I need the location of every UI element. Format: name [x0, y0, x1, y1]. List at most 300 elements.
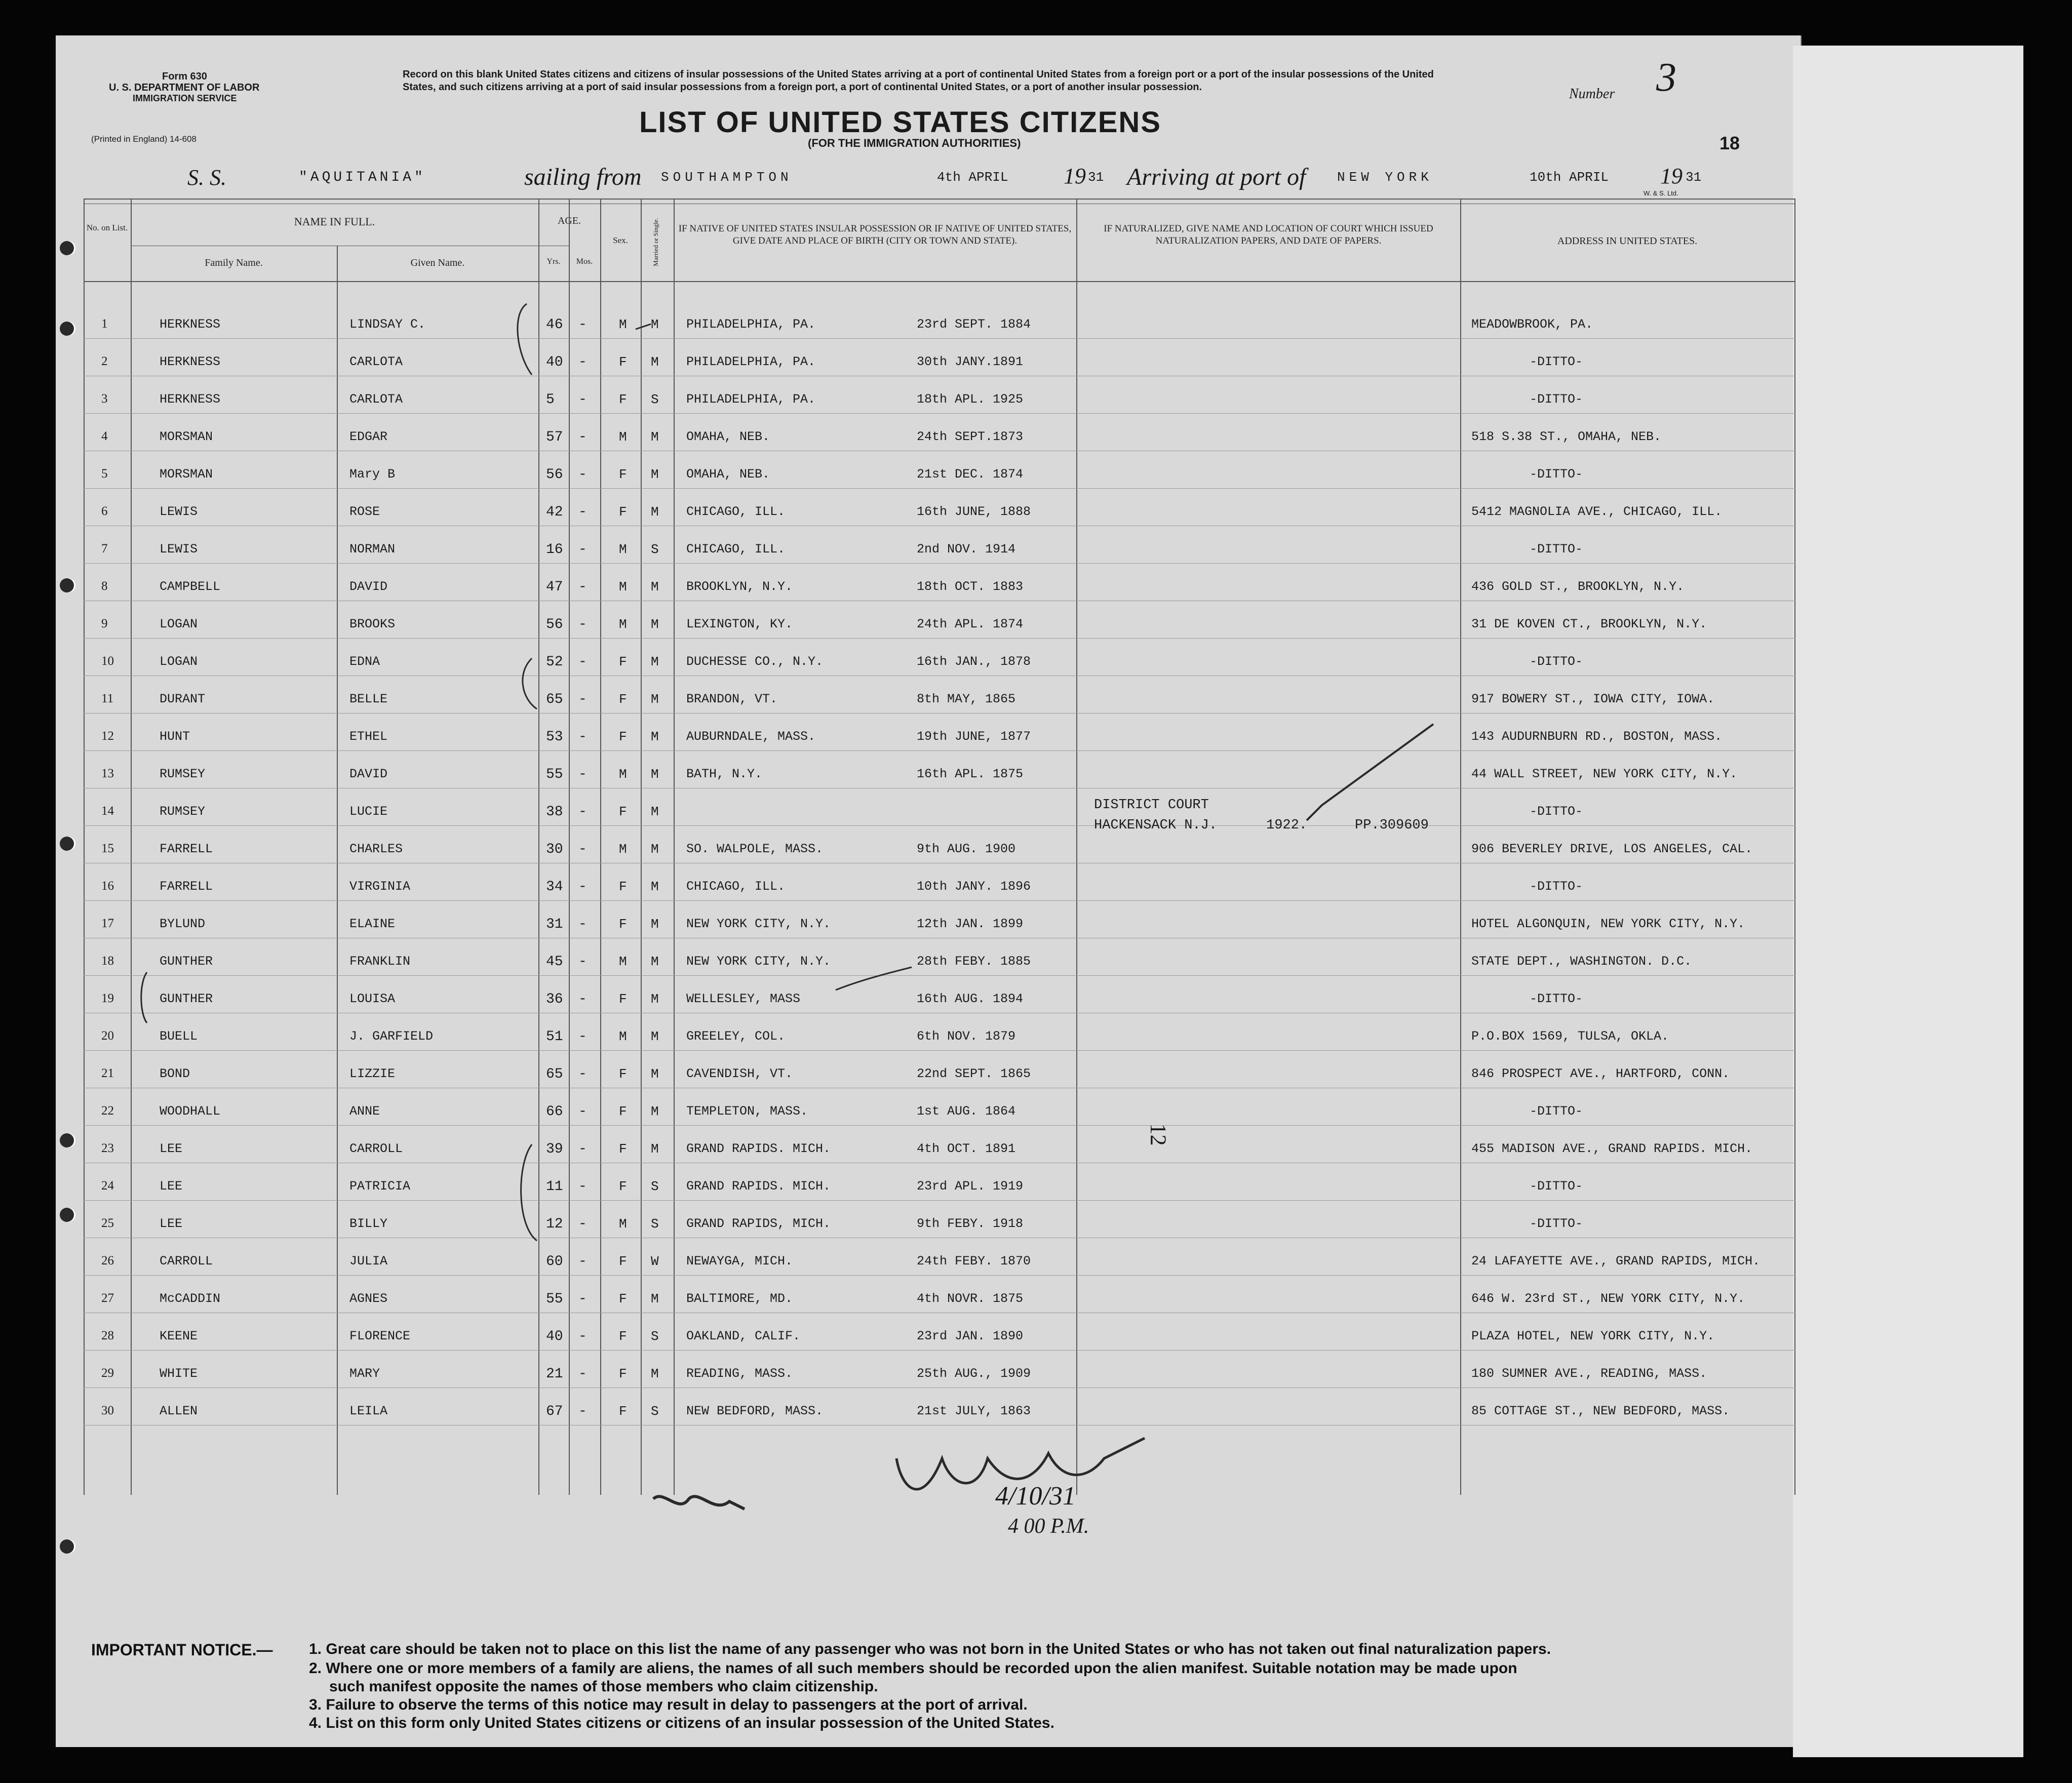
row-birth-place: BROOKLYN, N.Y. — [686, 579, 793, 594]
row-marital-status: M — [651, 692, 659, 707]
row-given-name: BROOKS — [349, 617, 396, 631]
sailing-from-label: sailing from — [524, 164, 642, 190]
row-given-name: VIRGINIA — [349, 879, 411, 894]
row-age-years: 60 — [546, 1254, 563, 1270]
row-marital-status: M — [651, 879, 659, 894]
row-address: PLAZA HOTEL, NEW YORK CITY, N.Y. — [1471, 1329, 1715, 1343]
row-sex: F — [619, 1291, 627, 1306]
row-birth-place: CHICAGO, ILL. — [686, 879, 786, 894]
row-age-months: - — [578, 1404, 587, 1419]
row-sex: F — [619, 1104, 627, 1119]
row-sex: M — [619, 954, 627, 969]
signature-time: 4 00 P.M. — [1008, 1515, 1089, 1538]
row-age-years: 56 — [546, 467, 563, 483]
row-age-years: 66 — [546, 1104, 563, 1120]
row-marital-status: M — [651, 1104, 659, 1119]
row-age-months: - — [578, 729, 587, 745]
row-birth-date: 4th OCT. 1891 — [917, 1141, 1016, 1156]
row-sex: F — [619, 654, 627, 669]
row-birth-date: 28th FEBY. 1885 — [917, 954, 1031, 969]
row-family-name: HERKNESS — [160, 354, 221, 369]
row-age-years: 45 — [546, 954, 563, 970]
row-birth-place: TEMPLETON, MASS. — [686, 1104, 808, 1119]
row-age-months: - — [578, 354, 587, 370]
row-given-name: CARLOTA — [349, 392, 403, 407]
col-header-no: No. on List. — [86, 223, 128, 232]
row-no: 29 — [101, 1366, 114, 1380]
printed-note: (Printed in England) 14-608 — [91, 134, 197, 144]
arrival-date: 10th APRIL — [1530, 170, 1609, 185]
row-sex: M — [619, 842, 627, 857]
row-no: 26 — [101, 1254, 114, 1267]
row-family-name: HERKNESS — [160, 317, 221, 332]
row-age-years: 39 — [546, 1141, 563, 1157]
row-given-name: J. GARFIELD — [349, 1029, 434, 1044]
row-birth-date: 18th OCT. 1883 — [917, 579, 1024, 594]
row-no: 28 — [101, 1329, 114, 1342]
row-no: 6 — [101, 504, 108, 518]
ship-prefix: S. S. — [187, 165, 226, 190]
row-marital-status: M — [651, 992, 659, 1007]
service-name: IMMIGRATION SERVICE — [133, 93, 237, 103]
row-birth-place: GRAND RAPIDS, MICH. — [686, 1216, 831, 1231]
col-header-yrs: Yrs. — [546, 257, 561, 266]
row-birth-place: PHILADELPHIA, PA. — [686, 392, 816, 407]
row-address: -DITTO- — [1530, 354, 1583, 369]
row-given-name: ETHEL — [349, 729, 388, 744]
row-no: 4 — [101, 429, 108, 443]
col-header-naturalized: IF NATURALIZED, GIVE NAME AND LOCATION OF COURT WHICH ISSUED NATURALIZATION PAPERS, AND DATE OF PAPERS. — [1104, 223, 1433, 246]
department-name: U. S. DEPARTMENT OF LABOR — [109, 82, 260, 93]
row-sex: F — [619, 992, 627, 1007]
row-marital-status: M — [651, 1029, 659, 1044]
row-given-name: ANNE — [349, 1104, 380, 1119]
row-given-name: LOUISA — [349, 992, 396, 1006]
row-age-months: - — [578, 654, 587, 670]
row-age-years: 34 — [546, 879, 563, 895]
row-marital-status: M — [651, 767, 659, 782]
col-header-age: AGE. — [557, 215, 581, 226]
row-no: 24 — [101, 1179, 114, 1193]
row-given-name: DAVID — [349, 579, 388, 594]
row-birth-place: GRAND RAPIDS. MICH. — [686, 1179, 831, 1194]
row-sex: F — [619, 1366, 627, 1381]
row-family-name: MORSMAN — [160, 429, 213, 444]
row-address: 31 DE KOVEN CT., BROOKLYN, N.Y. — [1471, 617, 1707, 631]
row-address: 5412 MAGNOLIA AVE., CHICAGO, ILL. — [1471, 504, 1723, 519]
row-given-name: ELAINE — [349, 917, 396, 931]
notice-item-4: 4. List on this form only United States citizens or citizens of an insular possession of the United States. — [309, 1715, 1054, 1731]
row-age-years: 67 — [546, 1404, 563, 1419]
row-age-months: - — [578, 1366, 587, 1382]
row-address: -DITTO- — [1530, 654, 1583, 669]
row-address: 846 PROSPECT AVE., HARTFORD, CONN. — [1471, 1066, 1730, 1081]
number-value: 3 — [1656, 55, 1676, 100]
arriving-label: Arriving at port of — [1127, 164, 1306, 190]
row-marital-status: M — [651, 504, 659, 520]
row-sex: M — [619, 317, 627, 332]
row-address: 455 MADISON AVE., GRAND RAPIDS. MICH. — [1471, 1141, 1753, 1156]
row-birth-place: OAKLAND, CALIF. — [686, 1329, 801, 1343]
row-family-name: McCADDIN — [160, 1291, 221, 1306]
row-family-name: CARROLL — [160, 1254, 213, 1269]
row-marital-status: S — [651, 1216, 659, 1232]
row-no: 18 — [101, 954, 114, 968]
row-sex: F — [619, 1179, 627, 1194]
row-age-years: 56 — [546, 617, 563, 632]
row-marital-status: M — [651, 917, 659, 932]
row-age-months: - — [578, 804, 587, 820]
row-address: -DITTO- — [1530, 879, 1583, 894]
row-sex: M — [619, 1029, 627, 1044]
row-birth-place: OMAHA, NEB. — [686, 429, 770, 444]
row-given-name: FLORENCE — [349, 1329, 411, 1343]
row-family-name: FARRELL — [160, 842, 213, 856]
row-age-years: 65 — [546, 692, 563, 707]
row-birth-date: 21st JULY, 1863 — [917, 1404, 1031, 1418]
col-header-birth: IF NATIVE OF UNITED STATES INSULAR POSSESSION OR IF NATIVE OF UNITED STATES, GIVE DATE AND PLACE OF BIRTH (CITY OR TOWN AND STATE). — [678, 223, 1072, 246]
printer-mark: W. & S. Ltd. — [1644, 189, 1678, 197]
row-sex: F — [619, 879, 627, 894]
row-marital-status: M — [651, 1291, 659, 1306]
row-address: 906 BEVERLEY DRIVE, LOS ANGELES, CAL. — [1471, 842, 1753, 856]
row-sex: F — [619, 729, 627, 744]
row-marital-status: M — [651, 729, 659, 744]
row-birth-date: 24th SEPT.1873 — [917, 429, 1024, 444]
notice-label: IMPORTANT NOTICE.— — [91, 1641, 273, 1659]
form-title: LIST OF UNITED STATES CITIZENS — [639, 106, 1161, 139]
row-birth-date: 12th JAN. 1899 — [917, 917, 1024, 931]
row-age-months: - — [578, 617, 587, 632]
row-birth-place: BRANDON, VT. — [686, 692, 778, 706]
row-age-months: - — [578, 842, 587, 857]
row-age-years: 16 — [546, 542, 563, 558]
row-family-name: BOND — [160, 1066, 190, 1081]
row-address: 518 S.38 ST., OMAHA, NEB. — [1471, 429, 1662, 444]
row-given-name: NORMAN — [349, 542, 396, 557]
signature-date: 4/10/31 — [995, 1482, 1076, 1511]
row-sex: F — [619, 354, 627, 370]
row-no: 27 — [101, 1291, 114, 1305]
row-sex: M — [619, 542, 627, 557]
row-address: 24 LAFAYETTE AVE., GRAND RAPIDS, MICH. — [1471, 1254, 1761, 1269]
row-address: -DITTO- — [1530, 804, 1583, 819]
sailing-year-suffix: 31 — [1088, 170, 1104, 185]
row-age-years: 46 — [546, 317, 563, 333]
row-birth-date: 23rd APL. 1919 — [917, 1179, 1024, 1194]
row-age-months: - — [578, 317, 587, 333]
row-birth-place: GRAND RAPIDS. MICH. — [686, 1141, 831, 1156]
row-age-months: - — [578, 429, 587, 445]
col-header-married: Married or Single. — [652, 218, 659, 266]
row-family-name: BYLUND — [160, 917, 206, 931]
row-marital-status: S — [651, 1404, 659, 1419]
row-address: STATE DEPT., WASHINGTON. D.C. — [1471, 954, 1692, 969]
row-sex: F — [619, 504, 627, 520]
row-birth-place: OMAHA, NEB. — [686, 467, 770, 482]
row-no: 17 — [101, 917, 114, 930]
row-no: 16 — [101, 879, 114, 893]
row-age-months: - — [578, 542, 587, 558]
row-given-name: JULIA — [349, 1254, 388, 1269]
row-age-years: 55 — [546, 767, 563, 782]
row-birth-place: CAVENDISH, VT. — [686, 1066, 793, 1081]
row-address: 436 GOLD ST., BROOKLYN, N.Y. — [1471, 579, 1685, 594]
row-birth-place: GREELEY, COL. — [686, 1029, 786, 1044]
row-given-name: LIZZIE — [349, 1066, 396, 1081]
row-address: 85 COTTAGE ST., NEW BEDFORD, MASS. — [1471, 1404, 1730, 1418]
row-family-name: GUNTHER — [160, 954, 213, 969]
row-age-years: 36 — [546, 992, 563, 1007]
number-label: Number — [1569, 86, 1615, 102]
row-marital-status: S — [651, 1179, 659, 1194]
row-given-name: PATRICIA — [349, 1179, 411, 1194]
row-given-name: AGNES — [349, 1291, 388, 1306]
sailing-date: 4th APRIL — [937, 170, 1008, 185]
row-birth-date: 16th JAN., 1878 — [917, 654, 1031, 669]
row-address: 180 SUMNER AVE., READING, MASS. — [1471, 1366, 1707, 1381]
row-given-name: EDGAR — [349, 429, 388, 444]
col-header-name-in-full: NAME IN FULL. — [294, 215, 375, 228]
row-family-name: LOGAN — [160, 617, 198, 631]
row-age-months: - — [578, 692, 587, 707]
row-given-name: Mary B — [349, 467, 396, 482]
row-family-name: GUNTHER — [160, 992, 213, 1006]
row-sex: F — [619, 467, 627, 482]
row-age-years: 11 — [546, 1179, 563, 1195]
row-birth-date: 4th NOVR. 1875 — [917, 1291, 1024, 1306]
row-birth-date: 16th JUNE, 1888 — [917, 504, 1031, 519]
row-no: 3 — [101, 392, 108, 406]
row-marital-status: M — [651, 617, 659, 632]
row-age-years: 38 — [546, 804, 563, 820]
row-age-years: 30 — [546, 842, 563, 857]
row-birth-place: NEW YORK CITY, N.Y. — [686, 917, 831, 931]
row-sex: M — [619, 429, 627, 445]
row-marital-status: M — [651, 317, 659, 332]
row-given-name: BILLY — [349, 1216, 388, 1231]
row-birth-date: 24th FEBY. 1870 — [917, 1254, 1031, 1269]
row-age-months: - — [578, 392, 587, 408]
row-family-name: DURANT — [160, 692, 206, 706]
row-family-name: LEWIS — [160, 542, 198, 557]
row-age-months: - — [578, 954, 587, 970]
row-family-name: LEE — [160, 1141, 183, 1156]
row-no: 13 — [101, 767, 114, 780]
row-sex: F — [619, 1404, 627, 1419]
row-family-name: CAMPBELL — [160, 579, 221, 594]
row-birth-date: 10th JANY. 1896 — [917, 879, 1031, 894]
row-age-years: 40 — [546, 354, 563, 370]
row-address: -DITTO- — [1530, 1179, 1583, 1194]
col-header-family-name: Family Name. — [205, 257, 263, 268]
row-no: 9 — [101, 617, 108, 630]
row-given-name: LEILA — [349, 1404, 388, 1418]
row-age-years: 57 — [546, 429, 563, 445]
notice-item-1: 1. Great care should be taken not to place on this list the name of any passenger who was not born in the United States or who has not taken out final naturalization papers. — [309, 1641, 1551, 1657]
col-header-given-name: Given Name. — [410, 257, 465, 268]
row-birth-place: NEW YORK CITY, N.Y. — [686, 954, 831, 969]
row-birth-place: CHICAGO, ILL. — [686, 504, 786, 519]
row-birth-date: 30th JANY.1891 — [917, 354, 1024, 369]
row-no: 8 — [101, 579, 108, 593]
row-family-name: LEWIS — [160, 504, 198, 519]
row-birth-place: DUCHESSE CO., N.Y. — [686, 654, 824, 669]
row-address: 917 BOWERY ST., IOWA CITY, IOWA. — [1471, 692, 1715, 706]
row-given-name: FRANKLIN — [349, 954, 411, 969]
row-age-months: - — [578, 917, 587, 932]
row-family-name: HUNT — [160, 729, 190, 744]
row-birth-place: LEXINGTON, KY. — [686, 617, 793, 631]
row-birth-date: 6th NOV. 1879 — [917, 1029, 1016, 1044]
row-marital-status: M — [651, 354, 659, 370]
row-family-name: KEENE — [160, 1329, 198, 1343]
row-marital-status: M — [651, 579, 659, 595]
row-birth-date: 24th APL. 1874 — [917, 617, 1024, 631]
row-marital-status: M — [651, 1141, 659, 1157]
row-age-months: - — [578, 1329, 587, 1344]
row-birth-place: WELLESLEY, MASS — [686, 992, 801, 1006]
row-no: 19 — [101, 992, 114, 1005]
row-age-months: - — [578, 1104, 587, 1120]
row-age-years: 53 — [546, 729, 563, 745]
row-age-years: 31 — [546, 917, 563, 932]
row-birth-date: 25th AUG., 1909 — [917, 1366, 1031, 1381]
row-birth-date: 8th MAY, 1865 — [917, 692, 1016, 706]
row-birth-date: 9th AUG. 1900 — [917, 842, 1016, 856]
row-no: 21 — [101, 1066, 114, 1080]
row-age-months: - — [578, 1291, 587, 1307]
notice-item-2-cont: such manifest opposite the names of those members who claim citizenship. — [329, 1678, 878, 1695]
row-family-name: RUMSEY — [160, 767, 206, 781]
row-family-name: WOODHALL — [160, 1104, 221, 1119]
row-given-name: MARY — [349, 1366, 380, 1381]
row-given-name: LINDSAY C. — [349, 317, 426, 332]
row-birth-place: NEWAYGA, MICH. — [686, 1254, 793, 1269]
naturalization-location: HACKENSACK N.J. — [1094, 818, 1218, 833]
row-marital-status: M — [651, 429, 659, 445]
row-marital-status: M — [651, 804, 659, 819]
row-no: 15 — [101, 842, 114, 855]
row-birth-date: 18th APL. 1925 — [917, 392, 1024, 407]
row-sex: M — [619, 617, 627, 632]
row-family-name: HERKNESS — [160, 392, 221, 407]
row-family-name: FARRELL — [160, 879, 213, 894]
row-age-years: 12 — [546, 1216, 563, 1232]
row-age-years: 42 — [546, 504, 563, 520]
row-address: -DITTO- — [1530, 542, 1583, 557]
row-birth-date: 23rd JAN. 1890 — [917, 1329, 1024, 1343]
row-address: -DITTO- — [1530, 467, 1583, 482]
form-number: Form 630 — [162, 71, 207, 82]
row-marital-status: W — [651, 1254, 659, 1269]
row-marital-status: M — [651, 467, 659, 482]
col-header-sex: Sex. — [613, 235, 628, 245]
row-given-name: CARLOTA — [349, 354, 403, 369]
form-subtitle: (FOR THE IMMIGRATION AUTHORITIES) — [808, 137, 1021, 149]
notice-item-3: 3. Failure to observe the terms of this notice may result in delay to passengers at the port of arrival. — [309, 1696, 1028, 1713]
row-marital-status: S — [651, 1329, 659, 1344]
initials-mark — [653, 1496, 745, 1509]
row-age-months: - — [578, 504, 587, 520]
row-sex: F — [619, 1254, 627, 1269]
arriving-port: NEW YORK — [1337, 170, 1433, 185]
row-sex: M — [619, 579, 627, 595]
row-age-months: - — [578, 1029, 587, 1045]
row-sex: M — [619, 767, 627, 782]
row-age-years: 5 — [546, 392, 555, 408]
row-given-name: BELLE — [349, 692, 388, 706]
row-birth-place: SO. WALPOLE, MASS. — [686, 842, 824, 856]
row-given-name: CARROLL — [349, 1141, 403, 1156]
row-birth-date: 16th AUG. 1894 — [917, 992, 1024, 1006]
row-marital-status: S — [651, 392, 659, 407]
row-no: 7 — [101, 542, 108, 556]
row-sex: M — [619, 1216, 627, 1232]
col-header-mos: Mos. — [576, 257, 593, 266]
row-no: 30 — [101, 1404, 114, 1417]
row-birth-date: 19th JUNE, 1877 — [917, 729, 1031, 744]
row-age-years: 51 — [546, 1029, 563, 1045]
row-age-months: - — [578, 1141, 587, 1157]
naturalization-court: DISTRICT COURT — [1094, 798, 1209, 813]
row-age-months: - — [578, 579, 587, 595]
row-address: 143 AUDURNBURN RD., BOSTON, MASS. — [1471, 729, 1723, 744]
row-family-name: WHITE — [160, 1366, 198, 1381]
row-sex: F — [619, 1329, 627, 1344]
row-marital-status: M — [651, 954, 659, 969]
row-family-name: LEE — [160, 1216, 183, 1231]
row-age-years: 40 — [546, 1329, 563, 1344]
row-age-years: 52 — [546, 654, 563, 670]
row-no: 25 — [101, 1216, 114, 1230]
handwritten-mark: 12 — [1146, 1123, 1171, 1146]
row-birth-date: 9th FEBY. 1918 — [917, 1216, 1024, 1231]
row-age-years: 21 — [546, 1366, 563, 1382]
row-age-months: - — [578, 1179, 587, 1195]
row-address: MEADOWBROOK, PA. — [1471, 317, 1593, 332]
row-no: 12 — [101, 729, 114, 743]
row-address: 646 W. 23rd ST., NEW YORK CITY, N.Y. — [1471, 1291, 1745, 1306]
row-age-months: - — [578, 879, 587, 895]
row-address: 44 WALL STREET, NEW YORK CITY, N.Y. — [1471, 767, 1738, 781]
row-no: 20 — [101, 1029, 114, 1043]
row-marital-status: M — [651, 654, 659, 669]
notice-item-2: 2. Where one or more members of a family are aliens, the names of all such members should be recorded upon the alien manifest. Suitable notation may be made upon — [309, 1660, 1517, 1677]
row-address: -DITTO- — [1530, 1104, 1583, 1119]
row-birth-date: 21st DEC. 1874 — [917, 467, 1024, 482]
row-birth-place: AUBURNDALE, MASS. — [686, 729, 816, 744]
row-birth-date: 2nd NOV. 1914 — [917, 542, 1016, 557]
row-age-months: - — [578, 1216, 587, 1232]
row-marital-status: M — [651, 842, 659, 857]
sailing-from-port: SOUTHAMPTON — [661, 170, 793, 185]
sailing-year-prefix: 19 — [1064, 164, 1086, 188]
row-sex: F — [619, 692, 627, 707]
row-no: 22 — [101, 1104, 114, 1118]
arrival-year-suffix: 31 — [1686, 170, 1702, 185]
row-no: 11 — [101, 692, 114, 705]
row-address: P.O.BOX 1569, TULSA, OKLA. — [1471, 1029, 1669, 1044]
row-sex: F — [619, 917, 627, 932]
row-age-years: 47 — [546, 579, 563, 595]
row-given-name: DAVID — [349, 767, 388, 781]
row-family-name: LOGAN — [160, 654, 198, 669]
row-birth-date: 16th APL. 1875 — [917, 767, 1024, 781]
row-birth-place: CHICAGO, ILL. — [686, 542, 786, 557]
ship-name: "AQUITANIA" — [299, 170, 426, 185]
page-reference: 18 — [1719, 133, 1740, 153]
